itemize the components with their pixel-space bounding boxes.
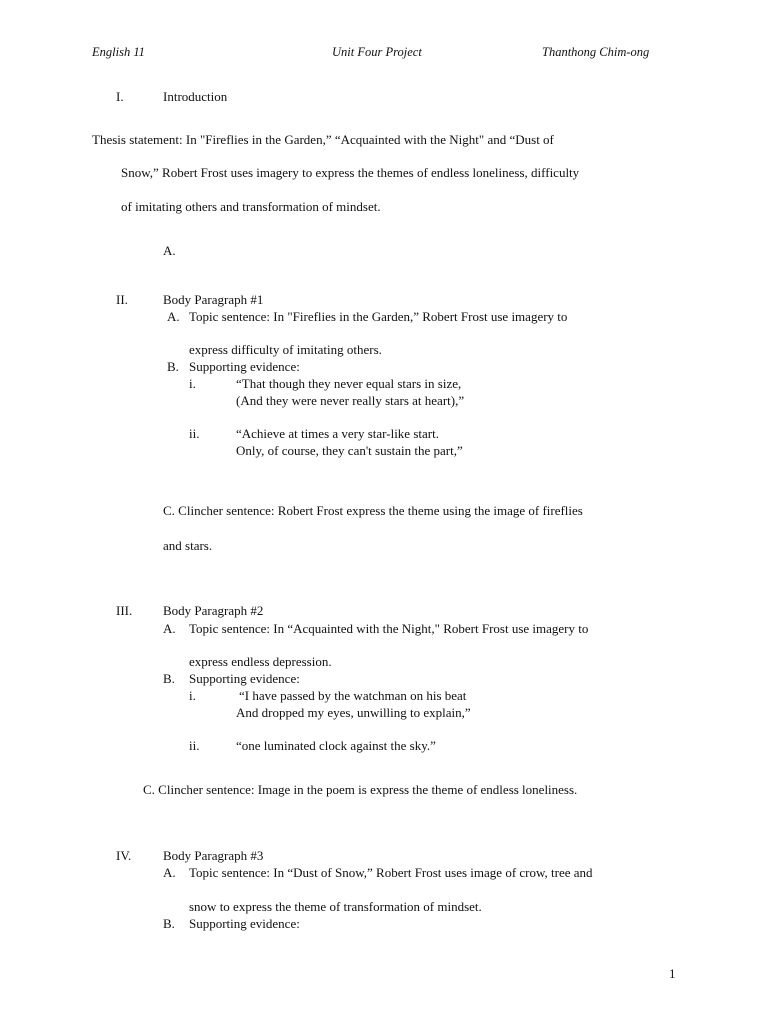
s3-evidence-ii-marker: ii. xyxy=(189,738,200,753)
s4-b-marker: B. xyxy=(163,916,175,931)
s3-b-marker: B. xyxy=(163,671,175,686)
s2-a-marker: A. xyxy=(167,309,180,324)
s4-topic-sentence-cont: snow to express the theme of transformation of mindset. xyxy=(189,899,482,914)
s2-evidence-ii-line-1: “Achieve at times a very star-like start. xyxy=(236,426,439,441)
section-1-numeral: I. xyxy=(116,89,124,104)
s3-evidence-i-line-2: And dropped my eyes, unwilling to explain,” xyxy=(236,705,471,720)
section-2-title: Body Paragraph #1 xyxy=(163,292,264,307)
section-2-numeral: II. xyxy=(116,292,128,307)
s2-b-marker: B. xyxy=(167,359,179,374)
s3-evidence-i-marker: i. xyxy=(189,688,196,703)
thesis-line-1: Thesis statement: In "Fireflies in the Garden,” “Acquainted with the Night" and “Dust of xyxy=(92,132,554,147)
section-1-title: Introduction xyxy=(163,89,228,104)
page-number: 1 xyxy=(669,966,676,981)
s2-evidence-i-marker: i. xyxy=(189,376,196,391)
s2-evidence-ii-line-2: Only, of course, they can't sustain the part,” xyxy=(236,443,463,458)
thesis-line-2: Snow,” Robert Frost uses imagery to express the themes of endless loneliness, difficulty xyxy=(121,165,580,180)
s3-clincher-sentence: C. Clincher sentence: Image in the poem is express the theme of endless loneliness. xyxy=(143,782,578,797)
section-4-title: Body Paragraph #3 xyxy=(163,848,264,863)
s2-evidence-i-line-1: “That though they never equal stars in size, xyxy=(236,376,462,391)
s4-supporting-evidence: Supporting evidence: xyxy=(189,916,300,931)
s3-evidence-ii-line-1: “one luminated clock against the sky.” xyxy=(236,738,436,753)
section-3-title: Body Paragraph #2 xyxy=(163,603,264,618)
s3-topic-sentence-cont: express endless depression. xyxy=(189,654,332,669)
section-4-numeral: IV. xyxy=(116,848,132,863)
s2-supporting-evidence: Supporting evidence: xyxy=(189,359,300,374)
thesis-line-3: of imitating others and transformation of mindset. xyxy=(121,199,381,214)
s4-a-marker: A. xyxy=(163,865,176,880)
s3-topic-sentence: Topic sentence: In “Acquainted with the Night," Robert Frost use imagery to xyxy=(189,621,589,636)
header-course: English 11 xyxy=(92,45,145,59)
s2-clincher-sentence: C. Clincher sentence: Robert Frost express the theme using the image of fireflies xyxy=(163,503,583,518)
header-title: Unit Four Project xyxy=(332,45,422,59)
s2-evidence-ii-marker: ii. xyxy=(189,426,200,441)
s2-evidence-i-line-2: (And they were never really stars at heart),” xyxy=(236,393,465,408)
s3-a-marker: A. xyxy=(163,621,176,636)
header-author: Thanthong Chim-ong xyxy=(542,45,650,59)
intro-item-a: A. xyxy=(163,243,176,258)
s3-supporting-evidence: Supporting evidence: xyxy=(189,671,300,686)
s3-evidence-i-line-1: “I have passed by the watchman on his beat xyxy=(239,688,467,703)
section-3-numeral: III. xyxy=(116,603,133,618)
s4-topic-sentence: Topic sentence: In “Dust of Snow,” Robert Frost uses image of crow, tree and xyxy=(189,865,593,880)
s2-topic-sentence-cont: express difficulty of imitating others. xyxy=(189,342,382,357)
s2-topic-sentence: Topic sentence: In "Fireflies in the Garden,” Robert Frost use imagery to xyxy=(189,309,568,324)
s2-clincher-sentence-cont: and stars. xyxy=(163,538,213,553)
